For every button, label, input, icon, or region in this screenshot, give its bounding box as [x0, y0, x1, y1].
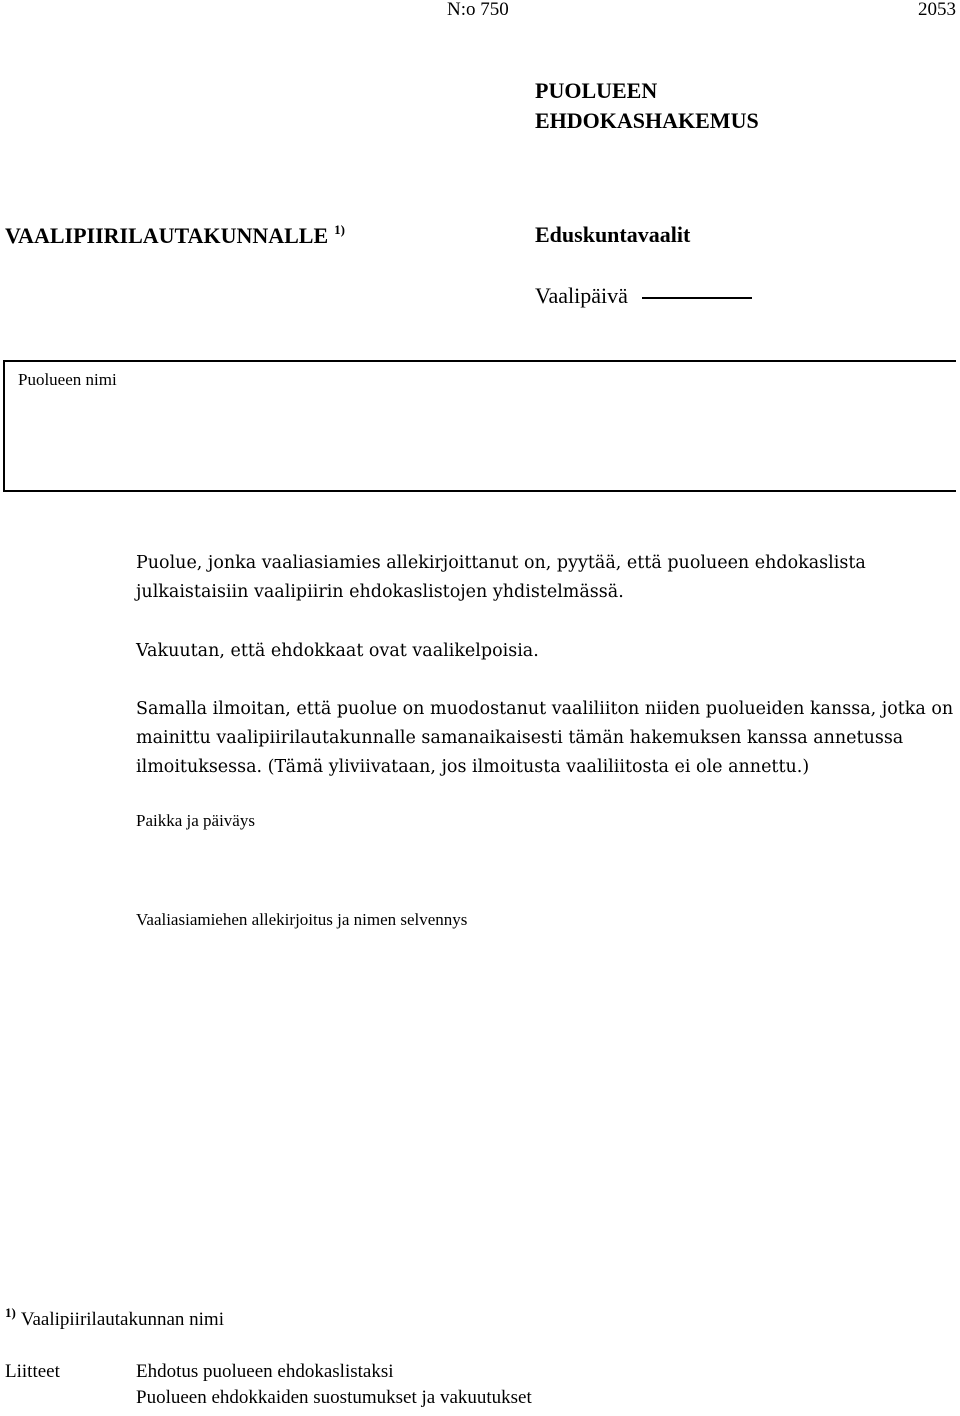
- request-paragraph: Puolue, jonka vaaliasiamies allekirjoittanut on, pyytää, että puolueen ehdokaslista julkaistaisiin vaalipiirin ehdokaslistojen yhdistelmässä.: [136, 553, 866, 602]
- place-date-field: Paikka ja päiväys: [136, 811, 255, 830]
- footnote: [5, 1305, 224, 1331]
- form-title-line-1: PUOLUEEN: [535, 78, 658, 103]
- election-date-row: [535, 283, 752, 309]
- addressee-footnote-ref: 1): [334, 222, 345, 237]
- party-name-field[interactable]: [3, 360, 956, 492]
- issue-number: N:o 750: [447, 0, 509, 20]
- addressee-text: VAALIPIIRILAUTAKUNNALLE: [5, 223, 329, 248]
- addressee: [5, 222, 345, 249]
- election-date-label: Vaalipäivä: [535, 283, 628, 308]
- page-number: 2053: [918, 0, 956, 20]
- attachments-label: Liitteet: [5, 1361, 60, 1382]
- signature-field: Vaaliasiamiehen allekirjoitus ja nimen selvennys: [136, 910, 468, 929]
- election-date-field[interactable]: [642, 297, 752, 299]
- attachment-item: Puolueen ehdokkaiden suostumukset ja vakuutukset: [136, 1387, 532, 1408]
- footnote-text: Vaalipiirilautakunnan nimi: [20, 1309, 224, 1330]
- footnote-marker: 1): [5, 1305, 16, 1320]
- eligibility-paragraph: Vakuutan, että ehdokkaat ovat vaalikelpoisia.: [136, 641, 539, 661]
- alliance-paragraph: Samalla ilmoitan, että puolue on muodostanut vaaliliiton niiden puolueiden kanssa, jotka on mainittu vaalipiirilautakunnalle samanaikaisesti tämän hakemuksen kanssa annetussa ilmoituksessa. (Tämä yliviivataan, jos ilmoitusta vaaliliitosta ei ole annettu.): [136, 699, 954, 777]
- form-title: [535, 76, 759, 136]
- form-title-line-2: EHDOKASHAKEMUS: [535, 108, 759, 133]
- election-type: Eduskuntavaalit: [535, 222, 691, 247]
- party-name-label: Puolueen nimi: [18, 370, 117, 389]
- attachment-item: Ehdotus puolueen ehdokaslistaksi: [136, 1361, 394, 1382]
